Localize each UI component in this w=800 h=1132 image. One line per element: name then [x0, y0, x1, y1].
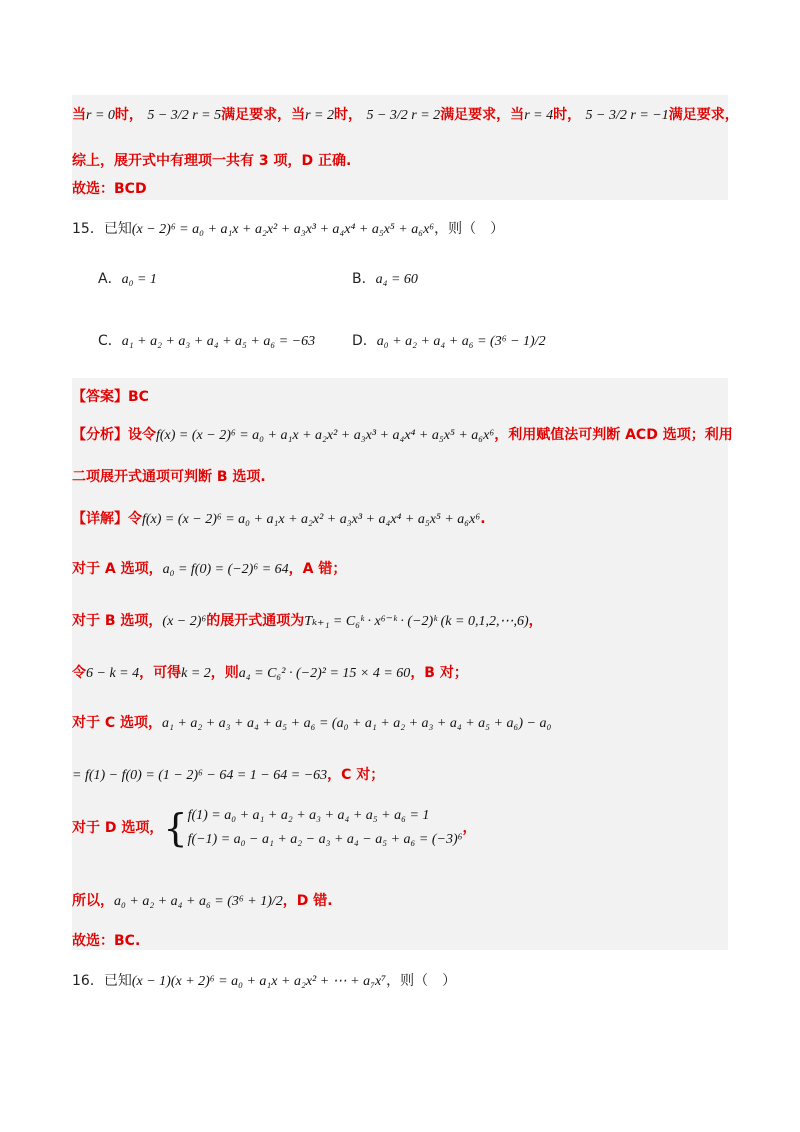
q15-option-c: C．a₁ + a₂ + a₃ + a₄ + a₅ + a₆ = −63 [98, 333, 316, 349]
q15-answer: 【答案】BC [72, 389, 149, 405]
prev-solution-summary: 综上，展开式中有理项一共有 3 项，D 正确. [72, 153, 352, 169]
q15-analysis-line2: 二项展开式通项可判断 B 选项. [72, 469, 266, 485]
q15-option-d: D．a₀ + a₂ + a₄ + a₆ = (3⁶ − 1)/2 [352, 333, 546, 349]
q15-option-a: A．a₀ = 1 [98, 271, 157, 287]
brace-icon: { [163, 806, 188, 850]
q16-number: 16．已知 [72, 973, 132, 989]
q15-equation: (x − 2)⁶ = a₀ + a₁x + a₂x² + a₃x³ + a₄x⁴ + a₅x⁵ + a₆x⁶ [131, 222, 435, 237]
prev-solution-choice: 故选：BCD [72, 181, 147, 197]
q15-detail: 【详解】令f(x) = (x − 2)⁶ = a₀ + a₁x + a₂x² + a₃x³ + a₄x⁴ + a₅x⁵ + a₆x⁶. [72, 511, 486, 527]
q15-detail-c2: = f(1) − f(0) = (1 − 2)⁶ − 64 = 1 − 64 = −63，C 对； [72, 767, 385, 783]
equation-system: f(1) = a₀ + a₁ + a₂ + a₃ + a₄ + a₅ + a₆ = 1 f(−1) = a₀ − a₁ + a₂ − a₃ + a₄ − a₅ + a₆ = (−3)⁶ [187, 808, 463, 847]
q15-stem: 15．已知(x − 2)⁶ = a₀ + a₁x + a₂x² + a₃x³ + a₄x⁴ + a₅x⁵ + a₆x⁶，则（ ） [72, 221, 505, 237]
q15-detail-a: 对于 A 选项，a₀ = f(0) = (−2)⁶ = 64，A 错； [72, 561, 347, 577]
q15-analysis: 【分析】设令f(x) = (x − 2)⁶ = a₀ + a₁x + a₂x² + a₃x³ + a₄x⁴ + a₅x⁵ + a₆x⁶，利用赋值法可判断 ACD 选项；利用 [72, 427, 733, 443]
q15-detail-d: 对于 D 选项，{f(1) = a₀ + a₁ + a₂ + a₃ + a₄ + a₅ + a₆ = 1 f(−1) = a₀ − a₁ + a₂ − a₃ + a₄ − a₅ + a₆ = (−3)⁶， [72, 806, 477, 850]
q15-final-choice: 故选：BC. [72, 933, 141, 949]
q16-stem: 16．已知(x − 1)(x + 2)⁶ = a₀ + a₁x + a₂x² + ⋯ + a₇x⁷，则（ ） [72, 973, 457, 989]
prev-solution-line1: 当r = 0时， 5 − 3/2 r = 5满足要求，当r = 2时， 5 − 3/2 r = 2满足要求，当r = 4时， 5 − 3/2 r = −1满足要求， [72, 107, 739, 123]
q15-detail-so: 所以，a₀ + a₂ + a₄ + a₆ = (3⁶ + 1)/2，D 错. [72, 893, 333, 909]
q15-detail-b: 对于 B 选项，(x − 2)⁶的展开式通项为Tₖ₊₁ = C₆ᵏ · x⁶⁻ᵏ · (−2)ᵏ (k = 0,1,2,⋯,6)， [72, 613, 543, 629]
q15-option-b: B．a₄ = 60 [352, 271, 418, 287]
q16-equation: (x − 1)(x + 2)⁶ = a₀ + a₁x + a₂x² + ⋯ + a₇x⁷ [131, 974, 387, 989]
q15-detail-k: 令6 − k = 4，可得k = 2，则a₄ = C₆² · (−2)² = 15 × 4 = 60，B 对； [72, 665, 468, 681]
q15-number: 15．已知 [72, 221, 132, 237]
q15-detail-c1: 对于 C 选项，a₁ + a₂ + a₃ + a₄ + a₅ + a₆ = (a₀ + a₁ + a₂ + a₃ + a₄ + a₅ + a₆) − a₀ [72, 715, 552, 731]
